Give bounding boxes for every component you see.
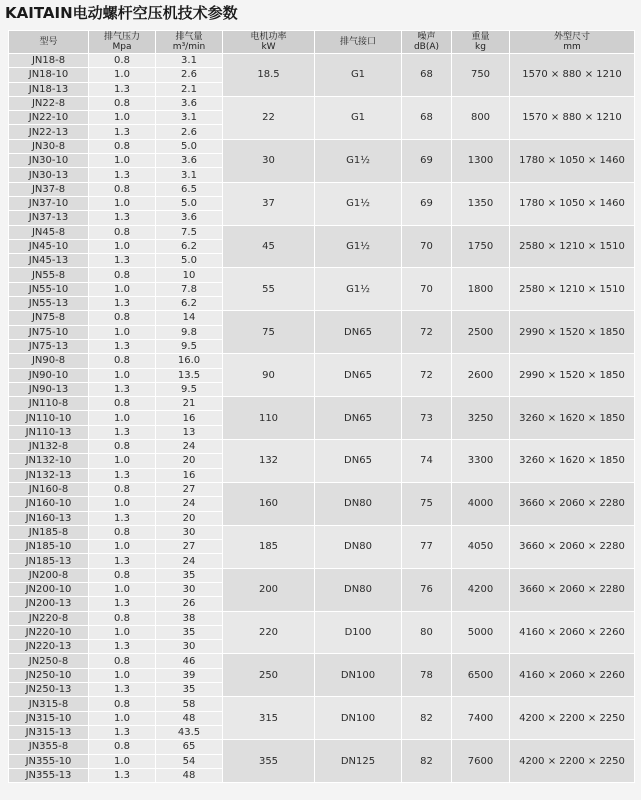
model-cell: JN75-13 — [9, 339, 89, 353]
pressure-cell: 1.3 — [89, 725, 156, 739]
table-row — [9, 525, 635, 539]
pressure-cell: 1.0 — [89, 711, 156, 725]
header-pressure: 排气压力 Mpa — [89, 31, 156, 54]
air-delivery-cell: 39 — [156, 668, 223, 682]
outlet-cell: DN80 — [315, 482, 402, 525]
air-delivery-cell: 24 — [156, 554, 223, 568]
table-row — [9, 96, 635, 110]
air-delivery-cell: 5.0 — [156, 196, 223, 210]
pressure-cell: 1.3 — [89, 511, 156, 525]
model-cell: JN30-10 — [9, 154, 89, 168]
pressure-cell: 0.8 — [89, 354, 156, 368]
air-delivery-cell: 30 — [156, 640, 223, 654]
dimensions-cell: 1570 × 880 × 1210 — [510, 96, 635, 139]
air-delivery-cell: 24 — [156, 440, 223, 454]
header-air-delivery: 排气量 m³/min — [156, 31, 223, 54]
outlet-cell: G1 — [315, 96, 402, 139]
air-delivery-cell: 24 — [156, 497, 223, 511]
table-row — [9, 440, 635, 454]
pressure-cell: 1.0 — [89, 196, 156, 210]
motor-power-cell: 315 — [223, 697, 315, 740]
motor-power-cell: 132 — [223, 440, 315, 483]
model-cell: JN220-8 — [9, 611, 89, 625]
air-delivery-cell: 13 — [156, 425, 223, 439]
weight-cell: 3300 — [452, 440, 510, 483]
motor-power-cell: 160 — [223, 482, 315, 525]
air-delivery-cell: 58 — [156, 697, 223, 711]
dimensions-cell: 2990 × 1520 × 1850 — [510, 311, 635, 354]
noise-cell: 68 — [402, 96, 452, 139]
table-row — [9, 654, 635, 668]
table-body — [9, 54, 635, 783]
pressure-cell: 0.8 — [89, 96, 156, 110]
model-cell: JN30-13 — [9, 168, 89, 182]
model-cell: JN55-13 — [9, 297, 89, 311]
pressure-cell: 1.0 — [89, 754, 156, 768]
pressure-cell: 1.0 — [89, 325, 156, 339]
header-row — [9, 31, 635, 54]
noise-cell: 70 — [402, 268, 452, 311]
model-cell: JN185-13 — [9, 554, 89, 568]
motor-power-cell: 30 — [223, 139, 315, 182]
noise-cell: 69 — [402, 139, 452, 182]
outlet-cell: DN65 — [315, 354, 402, 397]
dimensions-cell: 2990 × 1520 × 1850 — [510, 354, 635, 397]
model-cell: JN110-8 — [9, 397, 89, 411]
model-cell: JN37-13 — [9, 211, 89, 225]
air-delivery-cell: 13.5 — [156, 368, 223, 382]
pressure-cell: 1.0 — [89, 368, 156, 382]
model-cell: JN30-8 — [9, 139, 89, 153]
model-cell: JN37-8 — [9, 182, 89, 196]
header-weight: 重量 kg — [452, 31, 510, 54]
table-row — [9, 354, 635, 368]
noise-cell: 73 — [402, 397, 452, 440]
table-row — [9, 225, 635, 239]
air-delivery-cell: 30 — [156, 582, 223, 596]
air-delivery-cell: 20 — [156, 511, 223, 525]
weight-cell: 4000 — [452, 482, 510, 525]
air-delivery-cell: 35 — [156, 568, 223, 582]
pressure-cell: 1.0 — [89, 154, 156, 168]
pressure-cell: 0.8 — [89, 182, 156, 196]
table-row — [9, 182, 635, 196]
noise-cell: 70 — [402, 225, 452, 268]
outlet-cell: G1½ — [315, 225, 402, 268]
model-cell: JN18-8 — [9, 54, 89, 68]
motor-power-cell: 200 — [223, 568, 315, 611]
motor-power-cell: 220 — [223, 611, 315, 654]
pressure-cell: 1.3 — [89, 768, 156, 782]
model-cell: JN220-10 — [9, 625, 89, 639]
pressure-cell: 1.0 — [89, 68, 156, 82]
pressure-cell: 1.3 — [89, 597, 156, 611]
motor-power-cell: 185 — [223, 525, 315, 568]
page-title: KAITAIN电动螺杆空压机技术参数 — [5, 4, 238, 22]
pressure-cell: 1.0 — [89, 411, 156, 425]
model-cell: JN22-8 — [9, 96, 89, 110]
pressure-cell: 1.3 — [89, 82, 156, 96]
model-cell: JN45-10 — [9, 239, 89, 253]
air-delivery-cell: 7.8 — [156, 282, 223, 296]
model-cell: JN75-8 — [9, 311, 89, 325]
air-delivery-cell: 20 — [156, 454, 223, 468]
air-delivery-cell: 6.2 — [156, 239, 223, 253]
air-delivery-cell: 30 — [156, 525, 223, 539]
model-cell: JN90-13 — [9, 382, 89, 396]
outlet-cell: DN80 — [315, 568, 402, 611]
motor-power-cell: 75 — [223, 311, 315, 354]
noise-cell: 80 — [402, 611, 452, 654]
model-cell: JN45-13 — [9, 254, 89, 268]
dimensions-cell: 3260 × 1620 × 1850 — [510, 397, 635, 440]
model-cell: JN75-10 — [9, 325, 89, 339]
spec-table — [8, 30, 635, 783]
dimensions-cell: 3260 × 1620 × 1850 — [510, 440, 635, 483]
noise-cell: 82 — [402, 697, 452, 740]
pressure-cell: 1.0 — [89, 282, 156, 296]
weight-cell: 800 — [452, 96, 510, 139]
air-delivery-cell: 3.1 — [156, 54, 223, 68]
model-cell: JN185-8 — [9, 525, 89, 539]
header-noise: 噪声 dB(A) — [402, 31, 452, 54]
model-cell: JN110-13 — [9, 425, 89, 439]
dimensions-cell: 4160 × 2060 × 2260 — [510, 654, 635, 697]
table-row — [9, 740, 635, 754]
dimensions-cell: 1570 × 880 × 1210 — [510, 54, 635, 97]
model-cell: JN22-13 — [9, 125, 89, 139]
pressure-cell: 0.8 — [89, 311, 156, 325]
pressure-cell: 1.3 — [89, 640, 156, 654]
air-delivery-cell: 65 — [156, 740, 223, 754]
model-cell: JN250-10 — [9, 668, 89, 682]
table-row — [9, 139, 635, 153]
pressure-cell: 1.3 — [89, 125, 156, 139]
dimensions-cell: 3660 × 2060 × 2280 — [510, 525, 635, 568]
model-cell: JN18-13 — [9, 82, 89, 96]
air-delivery-cell: 3.1 — [156, 168, 223, 182]
model-cell: JN250-13 — [9, 683, 89, 697]
motor-power-cell: 18.5 — [223, 54, 315, 97]
header-motor-power: 电机功率 kW — [223, 31, 315, 54]
outlet-cell: G1½ — [315, 268, 402, 311]
air-delivery-cell: 7.5 — [156, 225, 223, 239]
model-cell: JN55-8 — [9, 268, 89, 282]
air-delivery-cell: 2.1 — [156, 82, 223, 96]
weight-cell: 2500 — [452, 311, 510, 354]
dimensions-cell: 4200 × 2200 × 2250 — [510, 740, 635, 783]
table-header — [9, 31, 635, 54]
pressure-cell: 1.0 — [89, 668, 156, 682]
model-cell: JN110-10 — [9, 411, 89, 425]
air-delivery-cell: 3.6 — [156, 154, 223, 168]
model-cell: JN160-10 — [9, 497, 89, 511]
model-cell: JN315-13 — [9, 725, 89, 739]
table-row — [9, 482, 635, 496]
model-cell: JN160-13 — [9, 511, 89, 525]
noise-cell: 78 — [402, 654, 452, 697]
weight-cell: 6500 — [452, 654, 510, 697]
weight-cell: 7600 — [452, 740, 510, 783]
model-cell: JN22-10 — [9, 111, 89, 125]
outlet-cell: DN80 — [315, 525, 402, 568]
air-delivery-cell: 46 — [156, 654, 223, 668]
air-delivery-cell: 35 — [156, 625, 223, 639]
air-delivery-cell: 27 — [156, 482, 223, 496]
weight-cell: 4200 — [452, 568, 510, 611]
air-delivery-cell: 3.6 — [156, 96, 223, 110]
model-cell: JN220-13 — [9, 640, 89, 654]
air-delivery-cell: 9.8 — [156, 325, 223, 339]
air-delivery-cell: 16.0 — [156, 354, 223, 368]
air-delivery-cell: 9.5 — [156, 382, 223, 396]
air-delivery-cell: 54 — [156, 754, 223, 768]
noise-cell: 77 — [402, 525, 452, 568]
air-delivery-cell: 10 — [156, 268, 223, 282]
pressure-cell: 0.8 — [89, 440, 156, 454]
model-cell: JN90-10 — [9, 368, 89, 382]
weight-cell: 1800 — [452, 268, 510, 311]
noise-cell: 68 — [402, 54, 452, 97]
air-delivery-cell: 3.1 — [156, 111, 223, 125]
pressure-cell: 0.8 — [89, 54, 156, 68]
noise-cell: 82 — [402, 740, 452, 783]
pressure-cell: 1.3 — [89, 339, 156, 353]
model-cell: JN185-10 — [9, 540, 89, 554]
weight-cell: 1750 — [452, 225, 510, 268]
dimensions-cell: 1780 × 1050 × 1460 — [510, 182, 635, 225]
air-delivery-cell: 21 — [156, 397, 223, 411]
header-model: 型号 — [9, 31, 89, 54]
noise-cell: 72 — [402, 354, 452, 397]
pressure-cell: 1.0 — [89, 454, 156, 468]
noise-cell: 75 — [402, 482, 452, 525]
model-cell: JN200-8 — [9, 568, 89, 582]
motor-power-cell: 22 — [223, 96, 315, 139]
model-cell: JN55-10 — [9, 282, 89, 296]
dimensions-cell: 3660 × 2060 × 2280 — [510, 568, 635, 611]
motor-power-cell: 355 — [223, 740, 315, 783]
outlet-cell: G1½ — [315, 139, 402, 182]
outlet-cell: G1 — [315, 54, 402, 97]
outlet-cell: DN65 — [315, 311, 402, 354]
model-cell: JN132-13 — [9, 468, 89, 482]
table-row — [9, 54, 635, 68]
outlet-cell: DN65 — [315, 397, 402, 440]
pressure-cell: 0.8 — [89, 139, 156, 153]
air-delivery-cell: 9.5 — [156, 339, 223, 353]
air-delivery-cell: 3.6 — [156, 211, 223, 225]
pressure-cell: 1.0 — [89, 497, 156, 511]
motor-power-cell: 45 — [223, 225, 315, 268]
model-cell: JN315-10 — [9, 711, 89, 725]
pressure-cell: 1.3 — [89, 254, 156, 268]
weight-cell: 1350 — [452, 182, 510, 225]
pressure-cell: 0.8 — [89, 482, 156, 496]
weight-cell: 5000 — [452, 611, 510, 654]
noise-cell: 76 — [402, 568, 452, 611]
pressure-cell: 0.8 — [89, 568, 156, 582]
pressure-cell: 0.8 — [89, 225, 156, 239]
table-row — [9, 568, 635, 582]
noise-cell: 69 — [402, 182, 452, 225]
air-delivery-cell: 6.2 — [156, 297, 223, 311]
motor-power-cell: 90 — [223, 354, 315, 397]
air-delivery-cell: 26 — [156, 597, 223, 611]
model-cell: JN355-13 — [9, 768, 89, 782]
model-cell: JN200-10 — [9, 582, 89, 596]
outlet-cell: G1½ — [315, 182, 402, 225]
air-delivery-cell: 48 — [156, 711, 223, 725]
pressure-cell: 0.8 — [89, 740, 156, 754]
model-cell: JN160-8 — [9, 482, 89, 496]
pressure-cell: 0.8 — [89, 525, 156, 539]
dimensions-cell: 4200 × 2200 × 2250 — [510, 697, 635, 740]
pressure-cell: 1.0 — [89, 540, 156, 554]
pressure-cell: 1.3 — [89, 382, 156, 396]
pressure-cell: 0.8 — [89, 268, 156, 282]
pressure-cell: 1.3 — [89, 683, 156, 697]
air-delivery-cell: 2.6 — [156, 125, 223, 139]
table-row — [9, 268, 635, 282]
pressure-cell: 0.8 — [89, 697, 156, 711]
air-delivery-cell: 2.6 — [156, 68, 223, 82]
pressure-cell: 1.3 — [89, 554, 156, 568]
model-cell: JN45-8 — [9, 225, 89, 239]
motor-power-cell: 37 — [223, 182, 315, 225]
model-cell: JN132-10 — [9, 454, 89, 468]
motor-power-cell: 250 — [223, 654, 315, 697]
model-cell: JN132-8 — [9, 440, 89, 454]
weight-cell: 750 — [452, 54, 510, 97]
air-delivery-cell: 5.0 — [156, 139, 223, 153]
outlet-cell: DN100 — [315, 697, 402, 740]
pressure-cell: 1.0 — [89, 111, 156, 125]
weight-cell: 7400 — [452, 697, 510, 740]
model-cell: JN18-10 — [9, 68, 89, 82]
dimensions-cell: 4160 × 2060 × 2260 — [510, 611, 635, 654]
table-row — [9, 611, 635, 625]
air-delivery-cell: 38 — [156, 611, 223, 625]
air-delivery-cell: 43.5 — [156, 725, 223, 739]
model-cell: JN200-13 — [9, 597, 89, 611]
air-delivery-cell: 14 — [156, 311, 223, 325]
noise-cell: 72 — [402, 311, 452, 354]
pressure-cell: 1.0 — [89, 239, 156, 253]
weight-cell: 3250 — [452, 397, 510, 440]
model-cell: JN355-10 — [9, 754, 89, 768]
header-dimensions: 外型尺寸 mm — [510, 31, 635, 54]
model-cell: JN90-8 — [9, 354, 89, 368]
pressure-cell: 1.3 — [89, 297, 156, 311]
motor-power-cell: 55 — [223, 268, 315, 311]
pressure-cell: 0.8 — [89, 397, 156, 411]
air-delivery-cell: 16 — [156, 468, 223, 482]
model-cell: JN37-10 — [9, 196, 89, 210]
air-delivery-cell: 5.0 — [156, 254, 223, 268]
outlet-cell: DN100 — [315, 654, 402, 697]
noise-cell: 74 — [402, 440, 452, 483]
table-row — [9, 697, 635, 711]
air-delivery-cell: 16 — [156, 411, 223, 425]
motor-power-cell: 110 — [223, 397, 315, 440]
air-delivery-cell: 6.5 — [156, 182, 223, 196]
pressure-cell: 1.0 — [89, 582, 156, 596]
outlet-cell: DN65 — [315, 440, 402, 483]
outlet-cell: D100 — [315, 611, 402, 654]
pressure-cell: 0.8 — [89, 654, 156, 668]
dimensions-cell: 2580 × 1210 × 1510 — [510, 225, 635, 268]
pressure-cell: 1.0 — [89, 625, 156, 639]
weight-cell: 1300 — [452, 139, 510, 182]
table-row — [9, 311, 635, 325]
weight-cell: 2600 — [452, 354, 510, 397]
pressure-cell: 1.3 — [89, 211, 156, 225]
weight-cell: 4050 — [452, 525, 510, 568]
header-outlet: 排气接口 — [315, 31, 402, 54]
model-cell: JN315-8 — [9, 697, 89, 711]
pressure-cell: 1.3 — [89, 168, 156, 182]
dimensions-cell: 1780 × 1050 × 1460 — [510, 139, 635, 182]
model-cell: JN250-8 — [9, 654, 89, 668]
dimensions-cell: 3660 × 2060 × 2280 — [510, 482, 635, 525]
pressure-cell: 0.8 — [89, 611, 156, 625]
outlet-cell: DN125 — [315, 740, 402, 783]
air-delivery-cell: 48 — [156, 768, 223, 782]
pressure-cell: 1.3 — [89, 425, 156, 439]
model-cell: JN355-8 — [9, 740, 89, 754]
air-delivery-cell: 35 — [156, 683, 223, 697]
table-row — [9, 397, 635, 411]
air-delivery-cell: 27 — [156, 540, 223, 554]
dimensions-cell: 2580 × 1210 × 1510 — [510, 268, 635, 311]
pressure-cell: 1.3 — [89, 468, 156, 482]
